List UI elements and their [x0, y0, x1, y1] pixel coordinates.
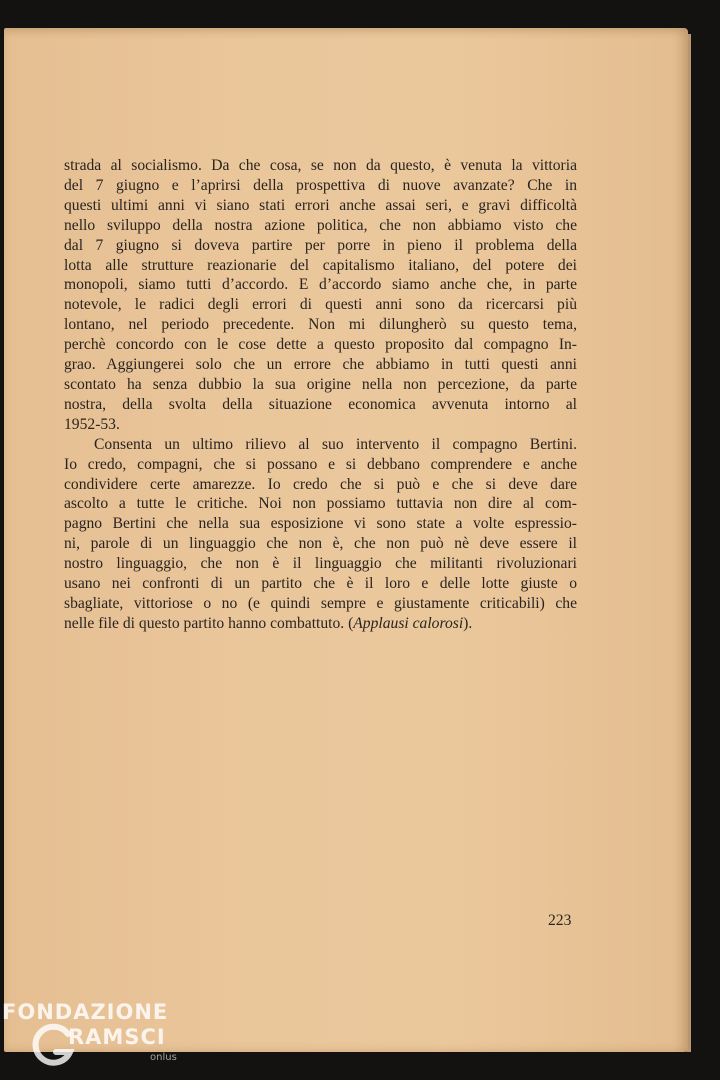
book-page: [4, 28, 688, 1052]
text-line: ascolto a tutte le critiche. Noi non possiamo tuttavia non dire al com-: [64, 495, 577, 513]
text-line: 1952-53.: [64, 415, 120, 433]
stage-direction: Applausi calorosi: [353, 614, 464, 632]
text-line: questi ultimi anni vi siano stati errori anche assai seri, e gravi difficoltà: [64, 196, 577, 214]
text-line: monopoli, siamo tutti d’accordo. E d’accordo siamo anche che, in parte: [64, 276, 577, 294]
text-line: ni, parole di un linguaggio che non è, che non può nè deve essere il: [64, 535, 577, 553]
text-line: lontano, nel periodo precedente. Non mi dilungherò su questo tema,: [64, 316, 577, 334]
text-line: scontato ha senza dubbio la sua origine nella non percezione, da parte: [64, 375, 577, 393]
text-line: nello sviluppo della nostra azione politica, che non abbiamo visto che: [64, 216, 577, 234]
text-line: nostro linguaggio, che non è il linguaggio che militanti rivoluzionari: [64, 555, 577, 573]
text-line: sbagliate, vittoriose o no (e quindi sempre e giustamente criticabili) che: [64, 594, 577, 612]
text-line: perchè concordo con le cose dette a questo proposito dal compagno In-: [64, 336, 577, 354]
text-line: condividere certe amarezze. Io credo che si può e che si deve dare: [64, 475, 577, 493]
final-line-tail: ).: [463, 614, 473, 632]
text-line-final: [64, 614, 577, 634]
final-line-text: nelle file di questo partito hanno combattuto. (: [64, 614, 354, 632]
watermark-line-1: FONDAZIONE: [2, 1000, 169, 1024]
text-line: strada al socialismo. Da che cosa, se non da questo, è venuta la vittoria: [64, 157, 577, 174]
text-line: nostra, della svolta della situazione economica avvenuta intorno al: [64, 395, 577, 413]
page-number: 223: [548, 912, 572, 929]
text-line: grao. Aggiungerei solo che un errore che abbiamo in tutti questi anni: [64, 356, 577, 374]
text-line: Io credo, compagni, che si possano e si debbano comprendere e anche: [64, 455, 577, 473]
text-line: pagno Bertini che nella sua esposizione vi sono state a volte espressio-: [64, 515, 577, 533]
text-line: dal 7 giugno si doveva partire per porre in pieno il problema della: [64, 236, 577, 254]
body-text: [64, 156, 577, 634]
foundation-watermark: [2, 1000, 202, 1078]
text-line: notevole, le radici degli errori di questi anni sono da ricercarsi più: [64, 296, 577, 314]
watermark-line-3: onlus: [150, 1052, 177, 1063]
watermark-line-2: RAMSCI: [68, 1025, 166, 1049]
text-line: lotta alle strutture reazionarie del capitalismo italiano, del potere dei: [64, 256, 577, 274]
text-line: del 7 giugno e l’aprirsi della prospettiva di nuove avanzate? Che in: [64, 176, 577, 194]
text-line: usano nei confronti di un partito che è il loro e delle lotte giuste o: [64, 575, 577, 593]
text-line: Consenta un ultimo rilievo al suo intervento il compagno Bertini.: [94, 435, 577, 453]
